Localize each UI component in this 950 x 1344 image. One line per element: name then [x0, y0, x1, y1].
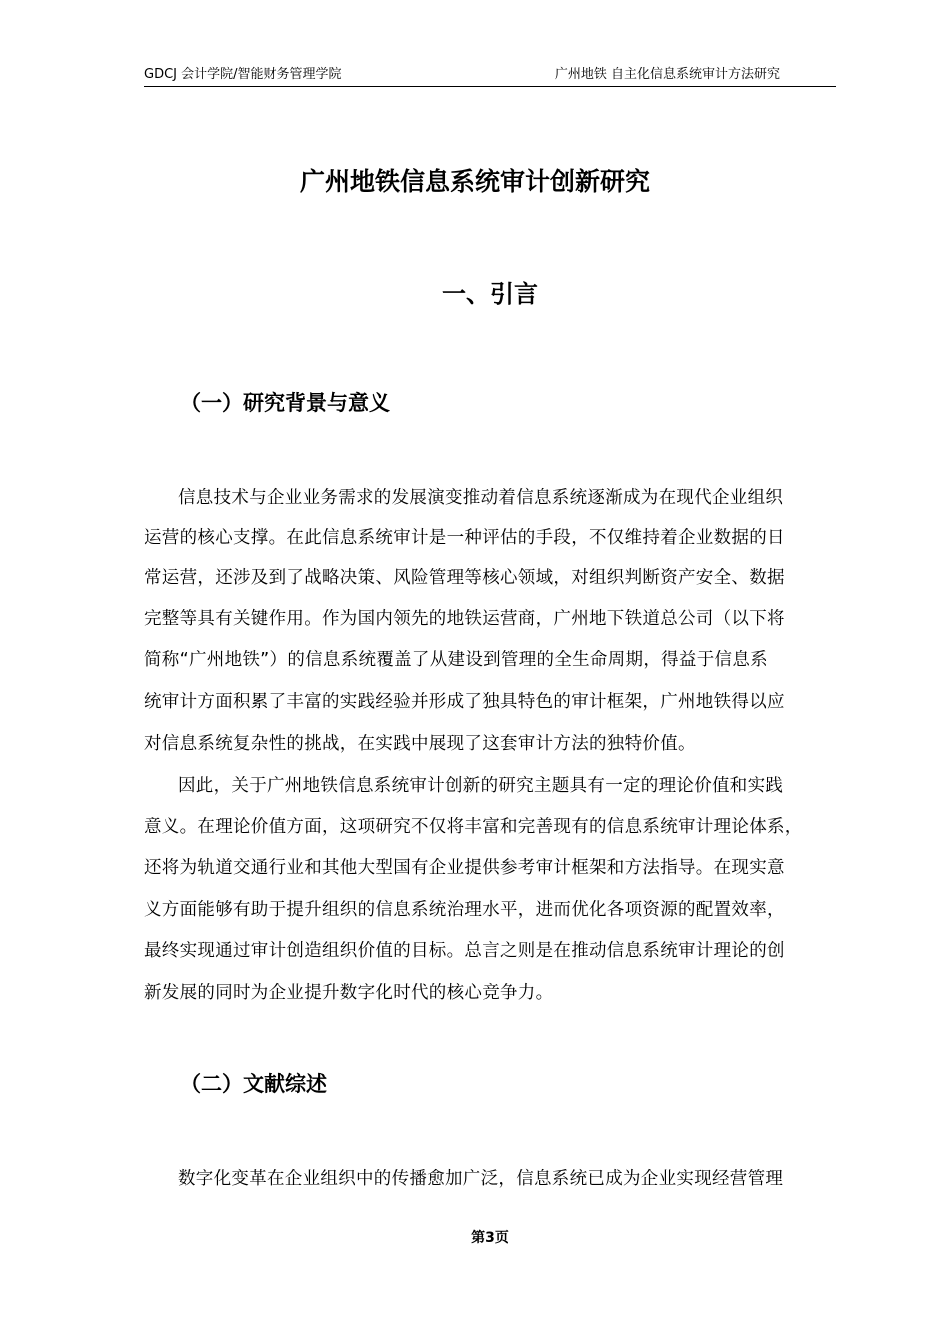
paragraph-line: 数字化变革在企业组织中的传播愈加广泛，信息系统已成为企业实现经营管理 [178, 1169, 784, 1189]
paragraph-line: 简称“广州地铁”）的信息系统覆盖了从建设到管理的全生命周期，得益于信息系 [144, 650, 768, 670]
paragraph-line: 还将为轨道交通行业和其他大型国有企业提供参考审计框架和方法指导。在现实意 [144, 858, 785, 878]
paragraph-line: 因此，关于广州地铁信息系统审计创新的研究主题具有一定的理论价值和实践 [178, 776, 784, 796]
document-title: 广州地铁信息系统审计创新研究 [299, 167, 650, 196]
paragraph-line: 意义。在理论价值方面，这项研究不仅将丰富和完善现有的信息系统审计理论体系， [144, 817, 803, 837]
header-running-title: 广州地铁 自主化信息系统审计方法研究 [554, 67, 780, 82]
section-heading-literature-review: （二）文献综述 [180, 1072, 327, 1096]
paragraph-line: 对信息系统复杂性的挑战，在实践中展现了这套审计方法的独特价值。 [144, 734, 696, 754]
paragraph-line: 信息技术与企业业务需求的发展演变推动着信息系统逐渐成为在现代企业组织 [178, 488, 784, 508]
paragraph-line: 最终实现通过审计创造组织价值的目标。总言之则是在推动信息系统审计理论的创 [144, 941, 785, 961]
paragraph-line: 新发展的同时为企业提升数字化时代的核心竞争力。 [144, 983, 554, 1003]
paragraph-line: 常运营，还涉及到了战略决策、风险管理等核心领域，对组织判断资产安全、数据 [144, 568, 785, 588]
paragraph-line: 完整等具有关键作用。作为国内领先的地铁运营商，广州地下铁道总公司（以下将 [144, 609, 785, 629]
page-number: 第3页 [471, 1230, 509, 1246]
paragraph-line: 运营的核心支撑。在此信息系统审计是一种评估的手段，不仅维持着企业数据的日 [144, 528, 785, 548]
paragraph-line: 统审计方面积累了丰富的实践经验并形成了独具特色的审计框架，广州地铁得以应 [144, 692, 785, 712]
header-institution: GDCJ 会计学院/智能财务管理学院 [144, 67, 342, 82]
page-header [144, 66, 836, 87]
paragraph-line: 义方面能够有助于提升组织的信息系统治理水平，进而优化各项资源的配置效率， [144, 900, 785, 920]
chapter-heading: 一、引言 [442, 280, 538, 308]
section-heading-background: （一）研究背景与意义 [180, 391, 390, 415]
